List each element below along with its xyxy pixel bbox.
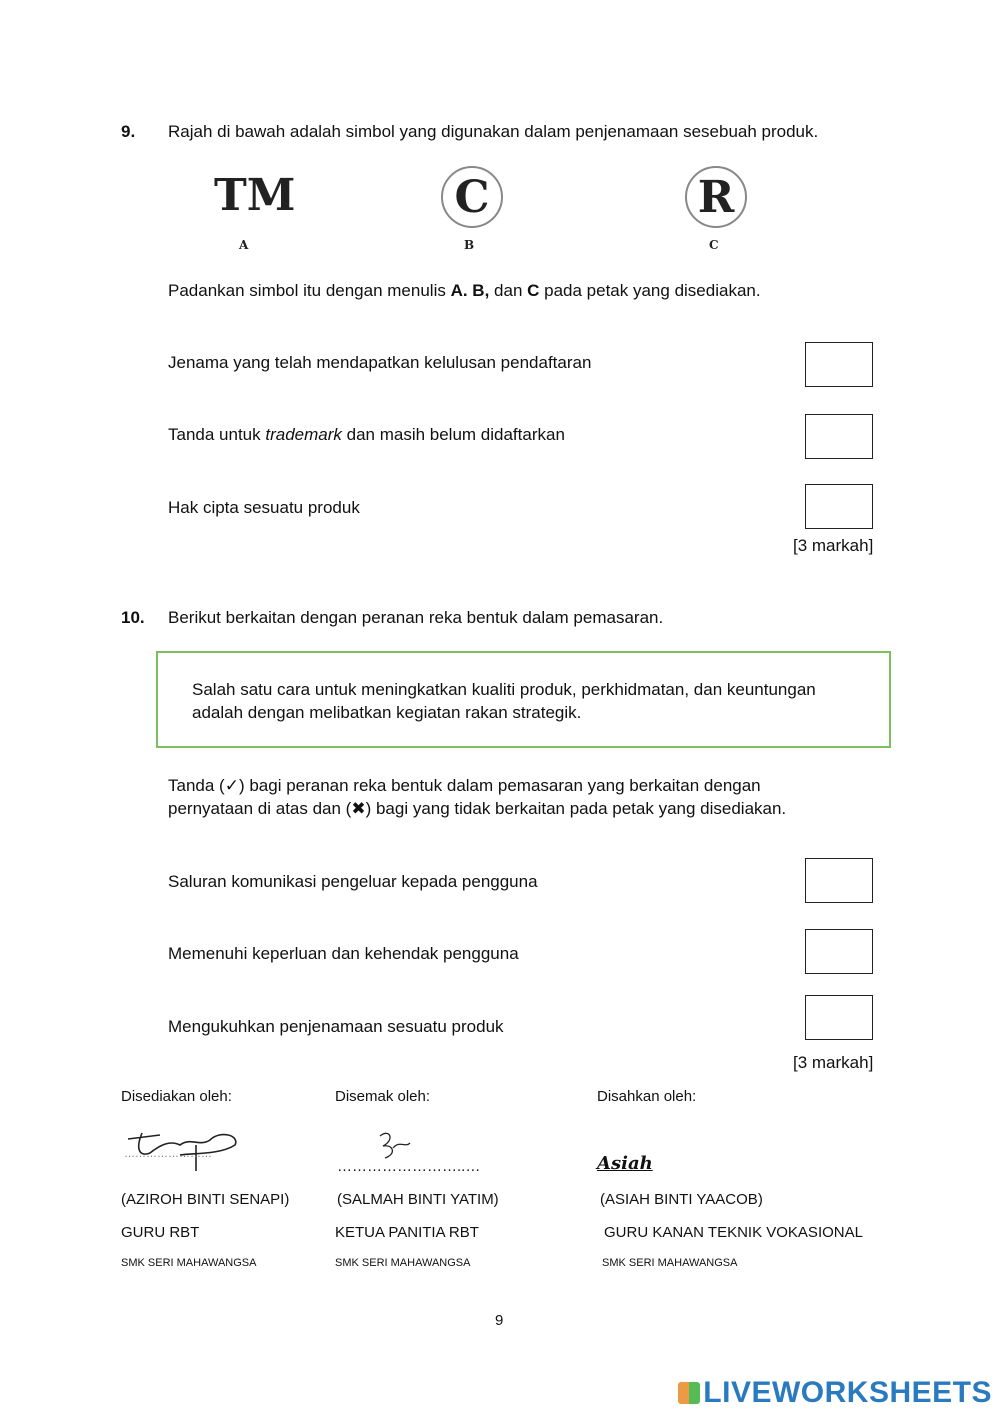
q10-marks: [3 markah] (793, 1053, 874, 1072)
signatory-role-2: KETUA PANITIA RBT (335, 1224, 479, 1241)
q9-answer-box-3[interactable] (805, 484, 873, 529)
approved-by-heading: Disahkan oleh: (597, 1088, 697, 1105)
instr-text: dan (489, 281, 528, 300)
signatory-name-1: (AZIROH BINTI SENAPI) (121, 1191, 290, 1208)
liveworksheets-logo (678, 1376, 992, 1410)
signatory-role-3: GURU KANAN TEKNIK VOKASIONAL (604, 1224, 863, 1241)
q10-answer-box-2[interactable] (805, 929, 873, 974)
symbol-label-a: A (239, 238, 249, 252)
q10-instruction-1: Tanda (✓) bagi peranan reka bentuk dalam pemasaran yang berkaitan dengan (168, 776, 761, 795)
prepared-by-heading: Disediakan oleh: (121, 1088, 232, 1105)
instr-bold: C (527, 281, 540, 300)
instr-bold: A. B, (450, 281, 490, 300)
signatory-name-2: (SALMAH BINTI YATIM) (337, 1191, 499, 1208)
q10-item-1: Saluran komunikasi pengeluar kepada pengguna (168, 872, 538, 891)
signature-line-1: …………………… (124, 1148, 212, 1160)
symbol-label-b: B (464, 238, 475, 252)
q10-answer-box-3[interactable] (805, 995, 873, 1040)
q9-item-3: Hak cipta sesuatu produk (168, 498, 360, 517)
question-9-number: 9. (121, 122, 136, 141)
item-text: Tanda untuk (168, 425, 266, 444)
q9-item-2 (168, 425, 565, 445)
question-9-instruction (168, 281, 761, 301)
logo-text: LIVEWORKSHEETS (703, 1376, 992, 1409)
q9-answer-box-2[interactable] (805, 414, 873, 459)
instr-text: pada petak yang disediakan. (539, 281, 761, 300)
item-text: dan masih belum didaftarkan (341, 425, 565, 444)
copyright-glyph: C (454, 171, 490, 223)
registered-glyph: R (697, 171, 735, 223)
symbol-label-c: C (709, 238, 719, 252)
signatory-name-3: (ASIAH BINTI YAACOB) (600, 1191, 763, 1208)
q10-instruction-2: pernyataan di atas dan (✖) bagi yang tidak berkaitan pada petak yang disediakan. (168, 799, 787, 818)
registered-symbol (685, 166, 747, 228)
question-10-number: 10. (121, 608, 145, 627)
question-10-prompt: Berikut berkaitan dengan peranan reka bentuk dalam pemasaran. (168, 608, 664, 627)
signatory-school-1: SMK SERI MAHAWANGSA (121, 1257, 257, 1269)
q9-marks: [3 markah] (793, 536, 874, 555)
copyright-symbol (441, 166, 503, 228)
item-italic: trademark (265, 425, 342, 444)
instr-text: Padankan simbol itu dengan menulis (168, 281, 451, 300)
signatory-school-3: SMK SERI MAHAWANGSA (602, 1257, 738, 1269)
trademark-symbol: TM (214, 170, 296, 221)
q9-answer-box-1[interactable] (805, 342, 873, 387)
q10-item-3: Mengukuhkan penjenamaan sesuatu produk (168, 1017, 504, 1036)
signatory-school-2: SMK SERI MAHAWANGSA (335, 1257, 471, 1269)
question-9-prompt: Rajah di bawah adalah simbol yang digunakan dalam penjenamaan sesebuah produk. (168, 122, 819, 141)
signature-line-2: ……………………..… (337, 1158, 481, 1175)
statement-line-1: Salah satu cara untuk meningkatkan kualiti produk, perkhidmatan, dan keuntungan (192, 680, 816, 699)
liveworksheets-logo-icon (678, 1382, 700, 1404)
page-number: 9 (495, 1312, 504, 1329)
signatory-role-1: GURU RBT (121, 1224, 200, 1241)
q9-item-1: Jenama yang telah mendapatkan kelulusan pendaftaran (168, 353, 592, 372)
statement-line-2: adalah dengan melibatkan kegiatan rakan strategik. (192, 703, 582, 722)
q10-item-2: Memenuhi keperluan dan kehendak pengguna (168, 944, 519, 963)
signature-asiah: Asiah (597, 1153, 653, 1174)
reviewed-by-heading: Disemak oleh: (335, 1088, 431, 1105)
q10-answer-box-1[interactable] (805, 858, 873, 903)
